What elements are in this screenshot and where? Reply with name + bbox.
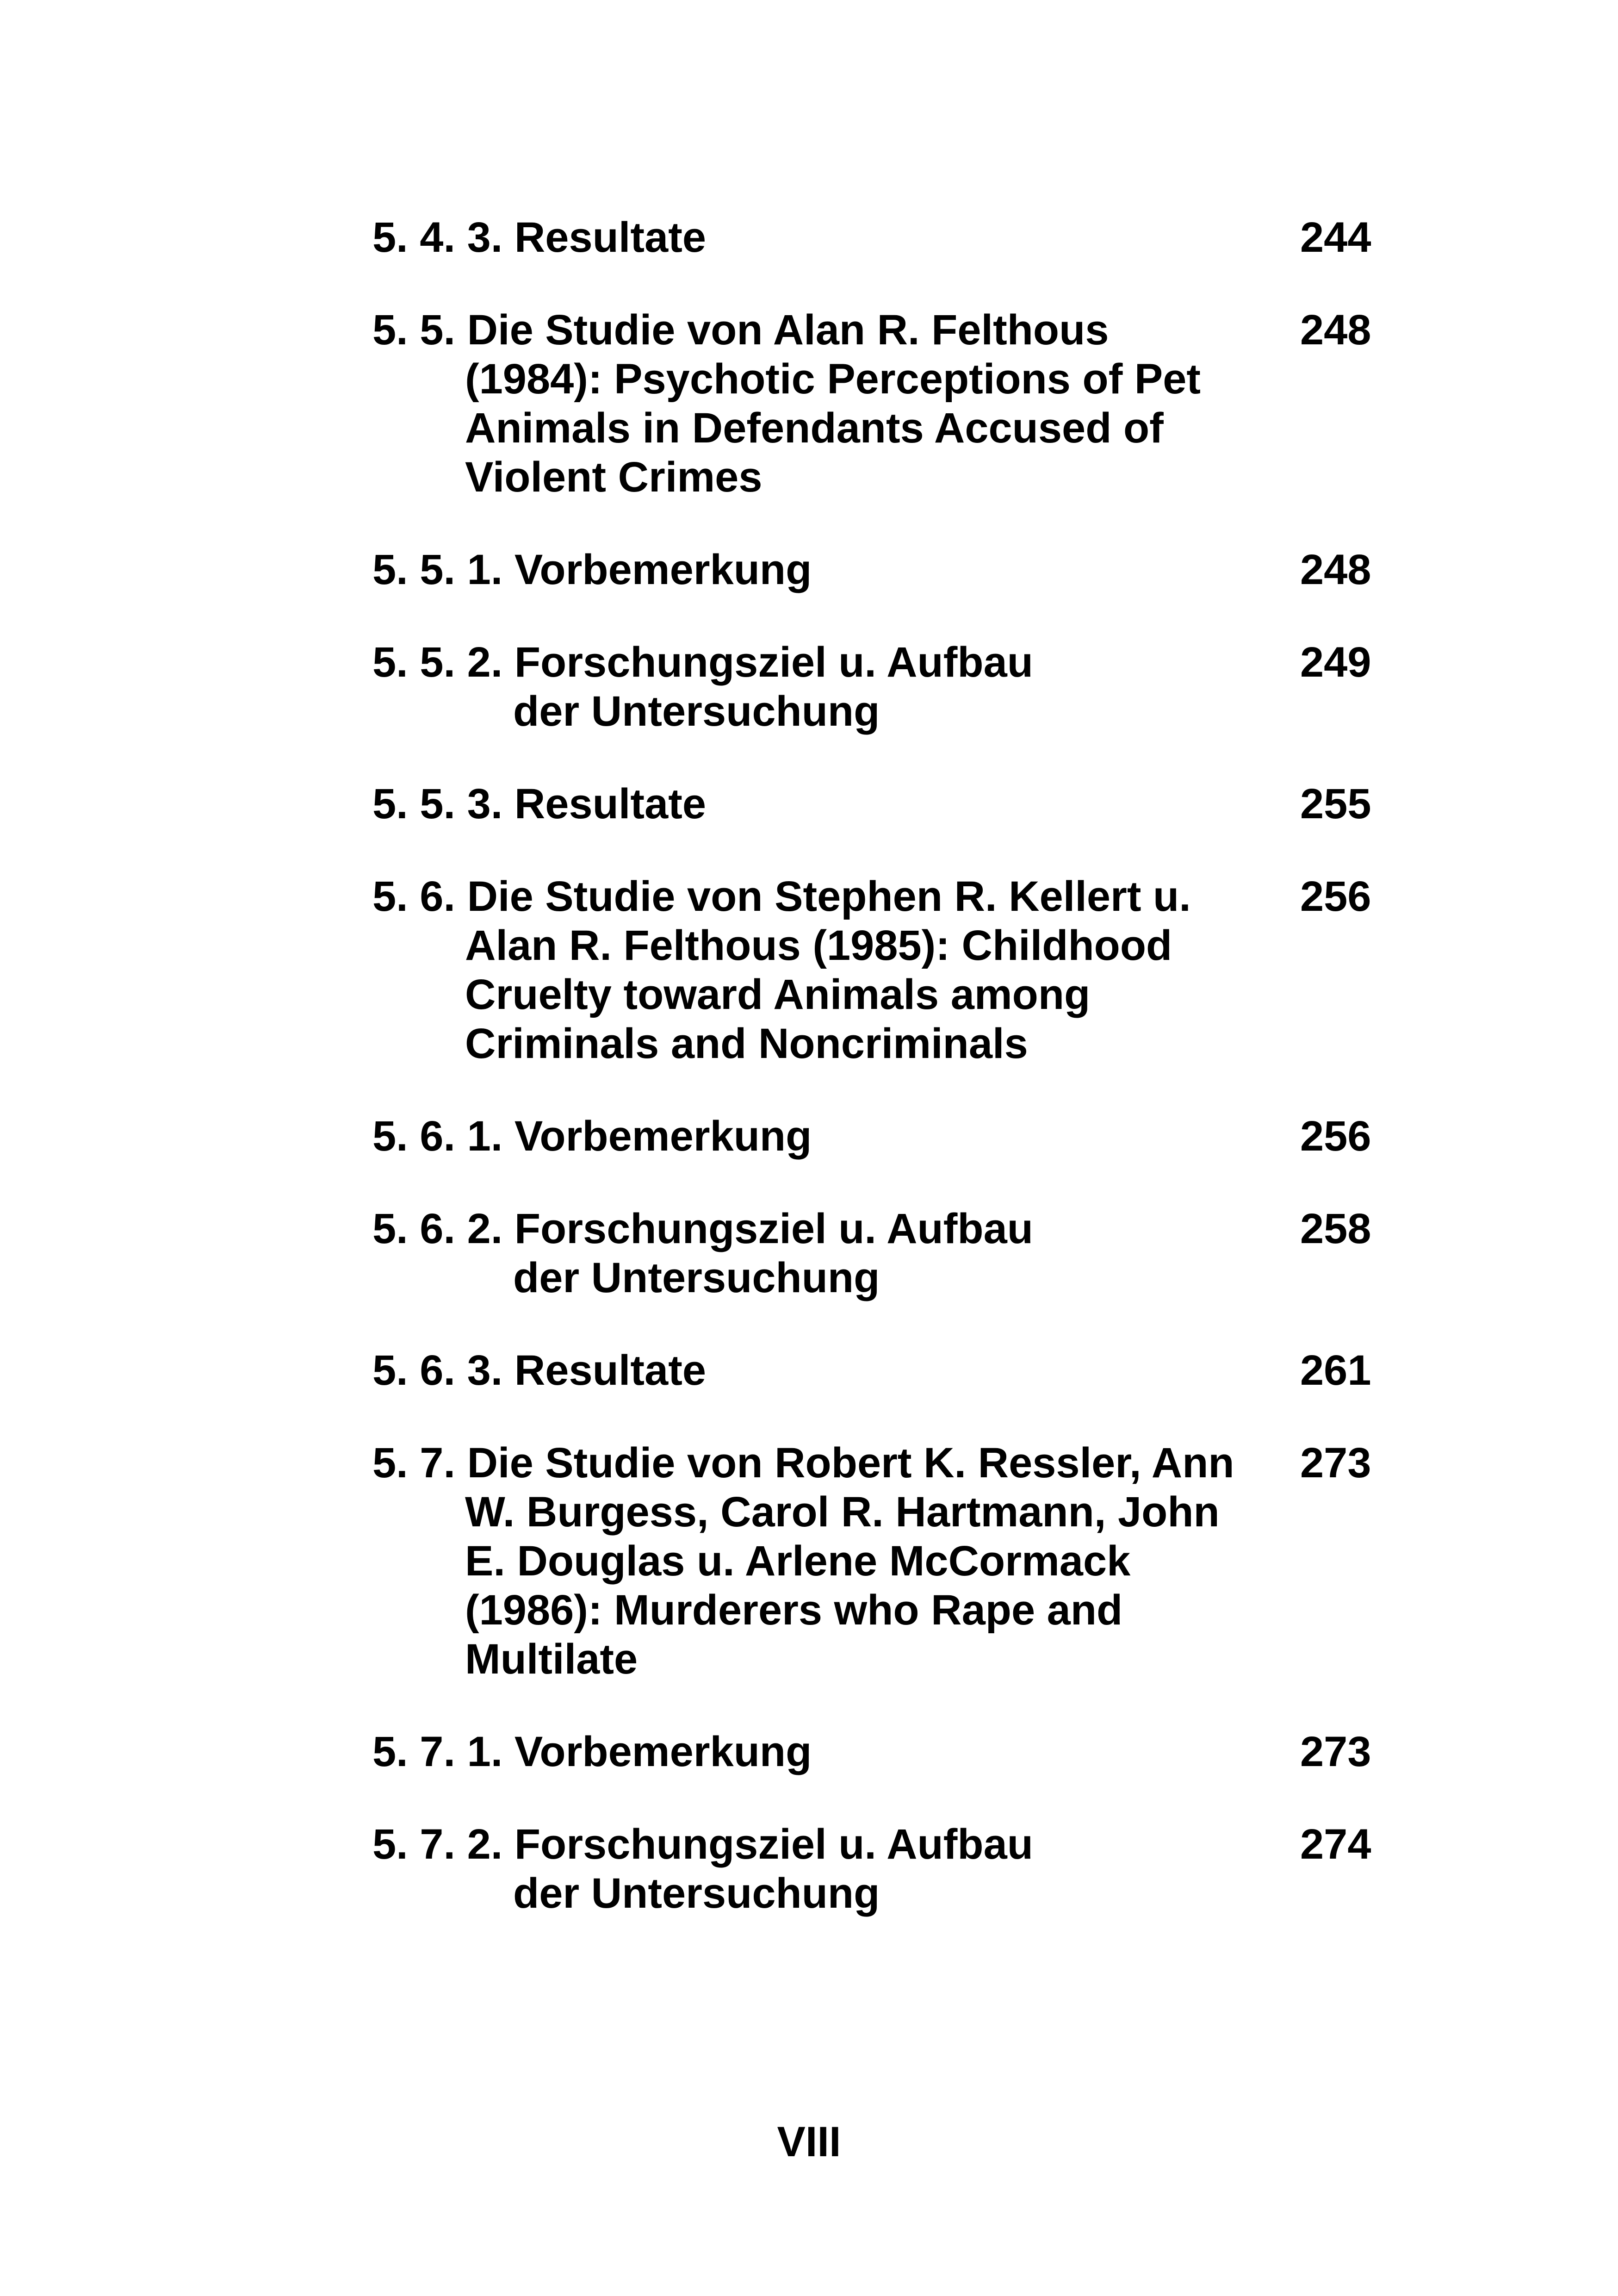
toc-entry-title: 5. 7. 1. Vorbemerkung bbox=[372, 1728, 812, 1775]
toc-entry-page: 256 bbox=[1300, 1113, 1371, 1160]
toc-entry-page: 248 bbox=[1300, 546, 1371, 593]
toc-entry-title: 5. 4. 3. Resultate bbox=[372, 214, 706, 261]
toc-entry-title: 5. 5. 2. Forschungsziel u. Aufbau bbox=[372, 639, 1033, 686]
toc-entry-title: 5. 7. Die Studie von Robert K. Ressler, Ann bbox=[372, 1439, 1234, 1487]
toc-entry-page: 273 bbox=[1300, 1728, 1371, 1775]
toc-entry-title-continued: der Untersuchung bbox=[513, 688, 880, 735]
toc-entry-title-continued: E. Douglas u. Arlene McCormack bbox=[465, 1537, 1131, 1585]
toc-entry-title: 5. 6. 1. Vorbemerkung bbox=[372, 1113, 812, 1160]
toc-entry-title: 5. 6. 2. Forschungsziel u. Aufbau bbox=[372, 1205, 1033, 1252]
toc-entry-title-continued: W. Burgess, Carol R. Hartmann, John bbox=[465, 1488, 1220, 1536]
toc-entry-title: 5. 5. 3. Resultate bbox=[372, 780, 706, 828]
toc-entry-page: 255 bbox=[1300, 780, 1371, 828]
toc-entry-title-continued: der Untersuchung bbox=[513, 1870, 880, 1917]
toc-entry-title-continued: Violent Crimes bbox=[465, 454, 763, 501]
toc-entry-title-continued: der Untersuchung bbox=[513, 1254, 880, 1301]
toc-entry-page: 256 bbox=[1300, 873, 1371, 920]
toc-entry-title-continued: Alan R. Felthous (1985): Childhood bbox=[465, 922, 1172, 969]
toc-entry-page: 249 bbox=[1300, 639, 1371, 686]
toc-entry-title-continued: Cruelty toward Animals among bbox=[465, 971, 1091, 1018]
toc-entry-title: 5. 7. 2. Forschungsziel u. Aufbau bbox=[372, 1821, 1033, 1868]
toc-entry-title-continued: Criminals and Noncriminals bbox=[465, 1020, 1028, 1067]
toc-entry-title: 5. 6. Die Studie von Stephen R. Kellert u. bbox=[372, 873, 1191, 920]
toc-entry-title-continued: (1984): Psychotic Perceptions of Pet bbox=[465, 355, 1201, 403]
toc-entry-title-continued: Multilate bbox=[465, 1636, 638, 1683]
page-number: VIII bbox=[777, 2118, 841, 2165]
toc-entry-title-continued: (1986): Murderers who Rape and bbox=[465, 1587, 1123, 1634]
toc-entry-page: 258 bbox=[1300, 1205, 1371, 1252]
toc-entry-page: 244 bbox=[1300, 214, 1371, 261]
toc-entry-page: 248 bbox=[1300, 306, 1371, 354]
toc-entry-title: 5. 5. Die Studie von Alan R. Felthous bbox=[372, 306, 1109, 354]
toc-entry-page: 274 bbox=[1300, 1821, 1371, 1868]
toc-entry-page: 261 bbox=[1300, 1347, 1371, 1394]
toc-entry-title: 5. 5. 1. Vorbemerkung bbox=[372, 546, 812, 593]
toc-entry-page: 273 bbox=[1300, 1439, 1371, 1487]
toc-entry-title: 5. 6. 3. Resultate bbox=[372, 1347, 706, 1394]
toc-entry-title-continued: Animals in Defendants Accused of bbox=[465, 404, 1164, 452]
